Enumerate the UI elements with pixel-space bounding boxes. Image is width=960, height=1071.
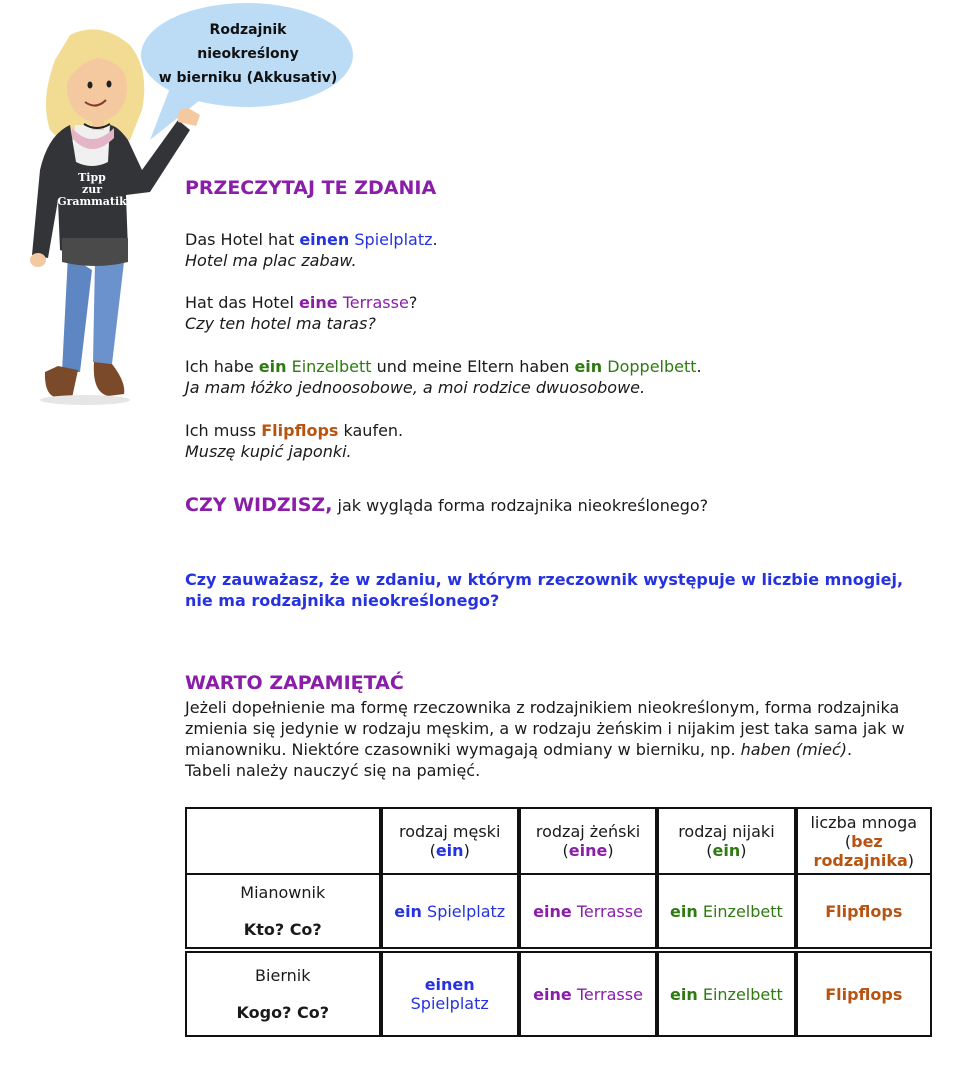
tip-text bbox=[185, 697, 930, 781]
see-question bbox=[185, 494, 945, 516]
cell-plural bbox=[796, 875, 932, 949]
sentence-text: kaufen. bbox=[338, 421, 404, 440]
noun-neuter: Einzelbett bbox=[702, 901, 783, 921]
case-question: Kto? Co? bbox=[243, 920, 322, 939]
article-masculine: ein bbox=[394, 901, 422, 921]
bubble-line-3: w bierniku (Akkusativ) bbox=[158, 70, 338, 86]
translation-1: Hotel ma plac zabaw. bbox=[185, 251, 357, 270]
article-feminine: eine bbox=[533, 901, 572, 921]
tip-verb: haben bbox=[740, 740, 791, 759]
cell-feminine bbox=[519, 875, 657, 949]
notice-line-2: nie ma rodzajnika nieokreślonego? bbox=[185, 591, 500, 610]
header-plural: liczba mnoga (bez rodzajnika) bbox=[796, 807, 932, 875]
article-feminine: eine bbox=[533, 984, 572, 1004]
header-note: bez rodzajnika bbox=[813, 831, 908, 870]
header-neuter: rodzaj nijaki (ein) bbox=[657, 807, 795, 875]
header-article: eine bbox=[568, 841, 608, 860]
header-feminine: rodzaj żeński (eine) bbox=[519, 807, 657, 875]
noun-plural: Flipflops bbox=[825, 984, 903, 1004]
noun-neuter: Doppelbett bbox=[602, 357, 697, 376]
article-masculine: einen bbox=[299, 230, 350, 249]
sentence-text: Das Hotel hat bbox=[185, 230, 300, 249]
read-heading: PRZECZYTAJ TE ZDANIA bbox=[185, 177, 437, 199]
table-row-accusative bbox=[185, 951, 932, 1037]
table-header-row bbox=[185, 807, 932, 875]
sentence-text: Ich muss bbox=[185, 421, 262, 440]
tip-verb-translation: (mieć) bbox=[795, 740, 847, 759]
case-question: Kogo? Co? bbox=[236, 1003, 329, 1022]
noun-neuter: Einzelbett bbox=[286, 357, 372, 376]
noun-plural: Flipflops bbox=[261, 421, 339, 440]
notice-line-1: Czy zauważasz, że w zdaniu, w którym rzeczownik występuje w liczbie mnogiej, bbox=[185, 570, 904, 589]
cell-masculine bbox=[381, 951, 519, 1037]
header-label: liczba mnoga bbox=[810, 812, 918, 832]
cell-neuter bbox=[657, 951, 795, 1037]
header-masculine: rodzaj męski (ein) bbox=[381, 807, 519, 875]
translation-4: Muszę kupić japonki. bbox=[185, 442, 352, 461]
sentence-punct: . bbox=[432, 230, 438, 249]
sentence-4 bbox=[185, 420, 925, 462]
article-neuter: ein bbox=[670, 901, 698, 921]
shirt-lettering bbox=[52, 172, 132, 208]
bubble-line-2: nieokreślony bbox=[197, 46, 299, 62]
shirt-line-1: Tipp bbox=[78, 171, 106, 184]
cell-neuter bbox=[657, 875, 795, 949]
article-neuter: ein bbox=[574, 357, 603, 376]
shirt-line-2: zur bbox=[81, 183, 103, 196]
translation-3: Ja mam łóżko jednoosobowe, a moi rodzice dwuosobowe. bbox=[185, 378, 646, 397]
empty-header-cell bbox=[185, 807, 381, 875]
tip-paragraph: Jeżeli dopełnienie ma formę rzeczownika z rodzajnikiem nieokreślonym, forma rodzajnika zmienia się jedynie w rodzaju męskim, a w rodzaju żeńskim i nijakim jest taka sama jak w mianowniku. Niektóre czasowniki wymagają odmiany w bierniku, np. bbox=[185, 698, 905, 759]
noun-feminine: Terrasse bbox=[576, 901, 643, 921]
tip-heading: WARTO ZAPAMIĘTAĆ bbox=[185, 672, 404, 694]
case-name: Mianownik bbox=[240, 883, 326, 902]
cell-masculine bbox=[381, 875, 519, 949]
header-label: rodzaj męski bbox=[399, 822, 501, 841]
notice-question bbox=[185, 569, 945, 611]
see-text: jak wygląda forma rodzajnika nieokreślonego? bbox=[332, 496, 709, 515]
header-article: ein bbox=[712, 841, 741, 860]
noun-masculine: Spielplatz bbox=[349, 230, 433, 249]
sentence-3 bbox=[185, 356, 945, 398]
article-feminine: eine bbox=[299, 293, 338, 312]
table-row-nominative bbox=[185, 875, 932, 949]
noun-feminine: Terrasse bbox=[576, 984, 643, 1004]
sentence-punct: ? bbox=[408, 293, 418, 312]
article-neuter: ein bbox=[670, 984, 698, 1004]
header-label: rodzaj nijaki bbox=[678, 822, 775, 841]
sentence-2 bbox=[185, 292, 925, 334]
cell-plural bbox=[796, 951, 932, 1037]
declension-table bbox=[185, 807, 932, 1037]
sentence-text: Ich habe bbox=[185, 357, 259, 376]
see-heading: CZY WIDZISZ, bbox=[185, 494, 333, 516]
bubble-line-1: Rodzajnik bbox=[209, 22, 287, 38]
translation-2: Czy ten hotel ma taras? bbox=[185, 314, 376, 333]
sentence-text: Hat das Hotel bbox=[185, 293, 300, 312]
sentence-punct: . bbox=[696, 357, 702, 376]
sentence-1 bbox=[185, 229, 925, 271]
cell-feminine bbox=[519, 951, 657, 1037]
case-cell bbox=[185, 951, 381, 1037]
case-cell bbox=[185, 875, 381, 949]
noun-feminine: Terrasse bbox=[337, 293, 409, 312]
case-name: Biernik bbox=[255, 966, 311, 985]
article-neuter: ein bbox=[258, 357, 287, 376]
header-label: rodzaj żeński bbox=[535, 822, 641, 841]
noun-neuter: Einzelbett bbox=[702, 984, 783, 1004]
noun-masculine: Spielplatz bbox=[427, 901, 506, 921]
noun-plural: Flipflops bbox=[825, 901, 903, 921]
table-note: Tabeli należy nauczyć się na pamięć. bbox=[185, 761, 481, 780]
header-article: ein bbox=[435, 841, 464, 860]
shirt-line-3: Grammatik bbox=[57, 195, 127, 208]
speech-bubble-text bbox=[150, 18, 346, 90]
sentence-text: und meine Eltern haben bbox=[371, 357, 575, 376]
noun-masculine: Spielplatz bbox=[410, 994, 489, 1013]
article-masculine: einen bbox=[424, 975, 475, 994]
tip-punct: . bbox=[846, 740, 853, 759]
